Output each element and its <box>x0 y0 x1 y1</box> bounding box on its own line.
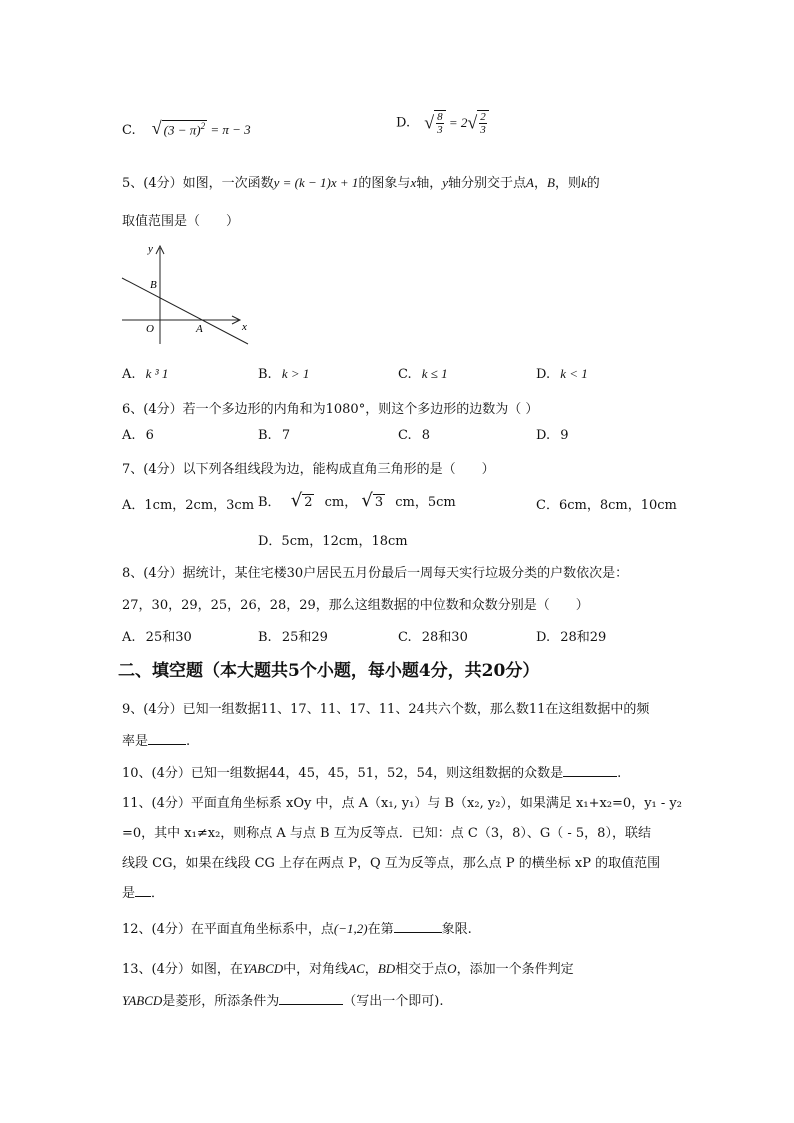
q8-option-a <box>122 626 192 645</box>
q4-c-expression: √ $(3 - \pi)^2 = \pi - 3$ <box>151 118 251 138</box>
q4-d-num: 8 <box>437 111 443 123</box>
q5-option-c <box>398 366 448 382</box>
q11-stem-line3: 线段 CG，如果在线段 CG 上存在两点 P，Q 互为反等点，那么点 P 的横坐标 xP 的取值范围 <box>122 856 661 871</box>
q5-option-d <box>536 366 588 382</box>
option-label: D. <box>536 428 551 443</box>
option-label: D. <box>536 630 551 645</box>
q13-answer-blank[interactable] <box>279 992 343 1005</box>
option-label: B． <box>258 495 281 510</box>
q4-d-expression: √ $\frac{8}{3}$ = 2√ $\frac{2}{3}$ <box>424 114 489 129</box>
q13-text: 13、(4分）如图，在 <box>122 962 243 977</box>
q5-formula: y = (k − 1)x + 1 <box>273 175 359 190</box>
q9-stem-line2 <box>122 730 190 749</box>
q13-bd: BD <box>377 961 396 976</box>
option-value: 8 <box>421 428 431 443</box>
option-label: C. <box>398 367 412 382</box>
option-value: 7 <box>281 428 291 443</box>
q5-option-a <box>122 366 168 382</box>
q5-graph <box>118 238 258 350</box>
q13-text: （写出一个即可). <box>343 994 444 1009</box>
q6-option-c <box>398 428 430 443</box>
option-label: B. <box>258 428 272 443</box>
q12-text: 象限. <box>441 922 472 937</box>
q4-c-rhs: = π − 3 <box>210 122 251 137</box>
q6-option-b <box>258 428 290 443</box>
q9-stem-line1: 9、(4分）已知一组数据11、17、11、17、11、24共六个数，那么数11在这组数据中的频 <box>122 702 650 717</box>
q7-b-unit2: cm，5cm <box>395 495 456 510</box>
option-label: A. <box>122 367 136 382</box>
option-value: k ≤ 1 <box>421 366 448 381</box>
q7-b-radicand1: 2 <box>304 495 313 510</box>
q5-y: y <box>442 175 449 190</box>
q9-text: . <box>186 734 191 749</box>
q4-c-exponent: 2 <box>200 120 206 131</box>
q4-option-c <box>122 118 251 139</box>
option-value: 9 <box>560 428 569 443</box>
q4-d-den: 3 <box>437 124 443 136</box>
option-label: C. <box>398 630 412 645</box>
q11-answer-blank[interactable] <box>135 884 151 897</box>
q7-option-a: A．1cm，2cm，3cm <box>122 498 255 513</box>
q13-ac: AC <box>348 961 365 976</box>
q10-answer-blank[interactable] <box>563 764 617 777</box>
q6-option-d <box>536 428 569 443</box>
q8-option-d <box>536 626 606 645</box>
y-axis-label: y <box>148 243 153 255</box>
option-label: A. <box>122 630 136 645</box>
point-a-label: A <box>196 323 203 335</box>
q13-stem-line2 <box>122 990 444 1009</box>
q10-stem <box>122 762 621 781</box>
q11-text: ． <box>151 886 165 901</box>
q5-stem-line2: 取值范围是（ ） <box>122 214 240 229</box>
q5-option-b <box>258 366 309 382</box>
q13-parallelogram: YABCD <box>122 993 163 1008</box>
q4-option-d <box>396 110 489 136</box>
q8-stem-line2: 27，30，29，25，26，28，29，那么这组数据的中位数和众数分别是（ ） <box>122 598 589 613</box>
q11-stem-line1: 11、(4分）平面直角坐标系 xOy 中，点 A（x₁, y₁）与 B（x₂, y₂），如果满足 x₁+x₂=0，y₁ - y₂ <box>122 796 682 811</box>
section-title: 二、填空题（本大题共5个小题，每小题4分，共20分） <box>118 661 540 681</box>
q6-stem: 6、(4分）若一个多边形的内角和为1080°，则这个多边形的边数为（ ） <box>122 402 539 417</box>
q7-option-b: B． √ 2 cm， √ 3 cm，5cm <box>258 490 456 511</box>
q13-text: 相交于点 <box>395 962 448 977</box>
option-value: 6 <box>145 428 154 443</box>
q5-text: 的图象与 <box>358 176 411 191</box>
q13-stem-line1 <box>122 958 574 977</box>
q5-point-a: A <box>526 175 534 190</box>
q13-text: 中，对角线 <box>283 962 349 977</box>
option-label: D. <box>396 115 411 131</box>
q12-answer-blank[interactable] <box>394 920 442 933</box>
q13-o: O <box>447 961 457 976</box>
q13-parallelogram: YABCD <box>242 961 284 976</box>
option-value: k < 1 <box>560 366 588 381</box>
q9-text: 率是 <box>122 734 149 749</box>
q8-option-b <box>258 626 328 645</box>
option-value: 28和30 <box>421 630 468 645</box>
point-b-label: B <box>150 279 157 291</box>
q9-answer-blank[interactable] <box>148 732 186 745</box>
q8-option-c <box>398 626 468 645</box>
q13-text: ， <box>364 962 378 977</box>
option-label: C. <box>122 123 136 138</box>
q8-stem-line1: 8、(4分）据统计，某住宅楼30户居民五月份最后一周每天实行垃圾分类的户数依次是： <box>122 566 629 581</box>
function-line <box>122 278 248 344</box>
q12-text: 在第 <box>367 922 394 937</box>
q11-stem-line2: =0，其中 x₁≠x₂，则称点 A 与点 B 互为反等点．已知：点 C（3，8）、G（ - 5，8），联结 <box>122 826 651 841</box>
origin-label: O <box>146 323 154 335</box>
q5-text: ， <box>533 176 547 191</box>
q10-text: . <box>617 766 622 781</box>
q11-text: 是 <box>122 886 136 901</box>
option-label: B. <box>258 367 272 382</box>
q12-stem <box>122 918 472 937</box>
option-label: D. <box>536 367 551 382</box>
q12-point: (−1,2) <box>333 921 368 936</box>
q7-option-c: C．6cm，8cm，10cm <box>536 498 677 513</box>
q4-d-den2: 3 <box>480 124 486 136</box>
q5-text: ，则 <box>554 176 581 191</box>
q5-text: 轴分别交于点 <box>448 176 527 191</box>
q5-point-b: B <box>547 175 555 190</box>
q4-d-num2: 2 <box>480 111 486 123</box>
option-value: 25和29 <box>281 630 328 645</box>
q5-text: 轴， <box>416 176 443 191</box>
option-value: k ³ 1 <box>145 366 169 381</box>
q7-b-radicand2: 3 <box>374 495 384 510</box>
q5-text: 5、(4分）如图，一次函数 <box>122 176 274 191</box>
option-value: 25和30 <box>145 630 192 645</box>
q7-option-d: D．5cm，12cm，18cm <box>258 534 408 549</box>
q13-text: ，添加一个条件判定 <box>456 962 574 977</box>
q5-text: 的 <box>586 176 600 191</box>
option-label: A. <box>122 428 136 443</box>
q5-x: x <box>410 175 417 190</box>
q7-stem: 7、(4分）以下列各组线段为边，能构成直角三角形的是（ ） <box>122 462 495 477</box>
option-value: k > 1 <box>281 366 310 381</box>
q4-c-radicand: (3 − π) <box>163 122 201 137</box>
option-label: B. <box>258 630 272 645</box>
q12-text: 12、(4分）在平面直角坐标系中，点 <box>122 922 334 937</box>
q10-text: 10、(4分）已知一组数据44，45，45，51，52，54，则这组数据的众数是 <box>122 766 564 781</box>
q5-stem-line1 <box>122 172 600 191</box>
option-value: 28和29 <box>560 630 607 645</box>
q6-option-a <box>122 428 154 443</box>
option-label: C. <box>398 428 412 443</box>
q7-b-unit1: cm， <box>324 495 358 510</box>
q13-text: 是菱形，所添条件为 <box>162 994 280 1009</box>
x-axis-label: x <box>242 321 247 333</box>
q4-d-eq: = 2 <box>448 115 468 131</box>
q5-k: k <box>580 175 587 190</box>
q11-stem-line4 <box>122 882 164 901</box>
